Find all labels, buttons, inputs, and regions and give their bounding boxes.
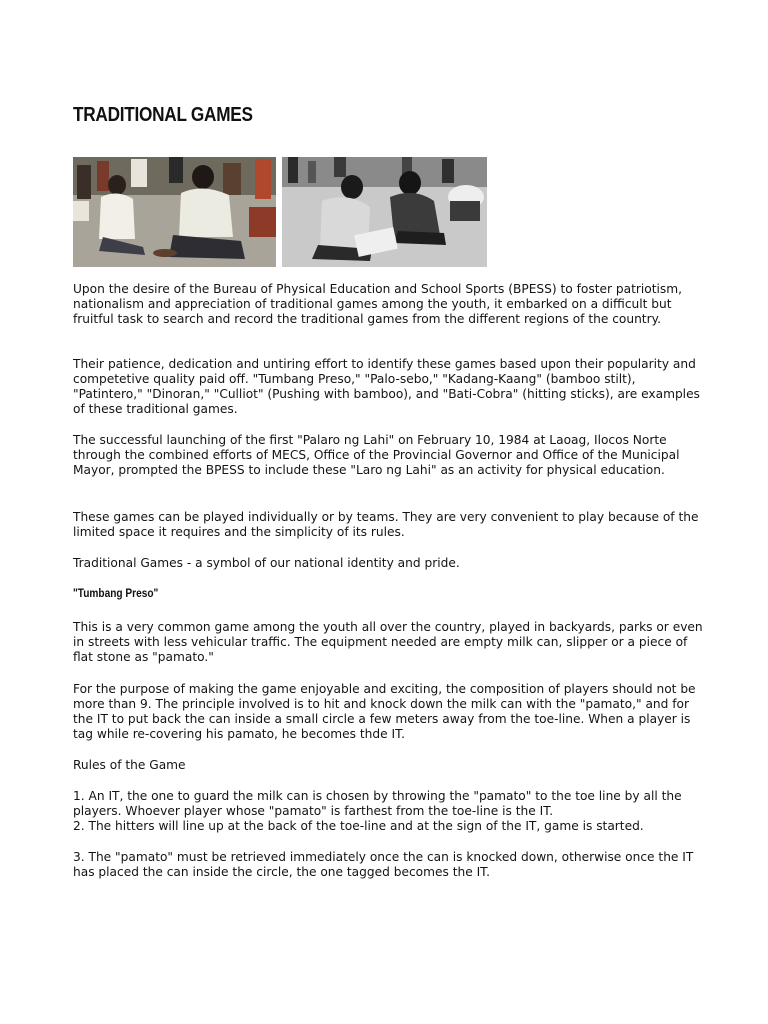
symbol-paragraph: Traditional Games - a symbol of our national identity and pride. <box>73 556 460 570</box>
rules-heading: Rules of the Game <box>73 758 186 772</box>
page-title: TRADITIONAL GAMES <box>73 104 253 126</box>
palaro-launch-paragraph: The successful launching of the first "Palaro ng Lahi" on February 10, 1984 at Laoag, Ilocos Norte through the combined efforts of MECS, Office of the Provincial Governor and Office of the Municipal Mayor, prompted the BPESS to include these "Laro ng Lahi" as an activity for physical education. <box>73 433 680 477</box>
convenience-paragraph: These games can be played individually or by teams. They are very convenient to play because of the limited space it requires and the simplicity of its rules. <box>73 510 699 539</box>
photo-children-playing-bw-image <box>282 157 487 267</box>
rules-list <box>73 789 703 834</box>
photo-children-playing-color-image <box>73 157 276 267</box>
game-purpose-paragraph: For the purpose of making the game enjoyable and exciting, the composition of players should not be more than 9. The principle involved is to hit and knock down the milk can with the "pamato," and for the IT to put back the can inside a small circle a few meters away from the toe-line. When a player is tag while re-covering his pamato, he becomes thde IT. <box>73 682 696 741</box>
rule-item: 1. An IT, the one to guard the milk can is chosen by throwing the "pamato" to the toe line by all the players. Whoever player whose "pamato" is farthest from the toe-line is the IT. <box>73 789 682 818</box>
intro-paragraph: Upon the desire of the Bureau of Physical Education and School Sports (BPESS) to foster patriotism, nationalism and appreciation of traditional games among the youth, it embarked on a difficult but fruitful task to search and record the traditional games from the different regions of the country. <box>73 282 682 326</box>
tumbang-description-paragraph: This is a very common game among the youth all over the country, played in backyards, parks or even in streets with less vehicular traffic. The equipment needed are empty milk can, slipper or a piece of flat stone as "pamato." <box>73 620 703 664</box>
rule-item: 2. The hitters will line up at the back of the toe-line and at the sign of the IT, game is started. <box>73 819 644 833</box>
games-examples-paragraph: Their patience, dedication and untiring effort to identify these games based upon their popularity and competetive quality paid off. "Tumbang Preso," "Palo-sebo," "Kadang-Kaang" (bamboo stilt), "Patintero," "Dinoran," "Culliot" (Pushing with bamboo), and "Bati-Cobra" (hitting sticks), are examples of these traditional games. <box>73 357 700 416</box>
tumbang-preso-heading: "Tumbang Preso" <box>73 588 159 600</box>
photo-children-playing-color <box>73 157 276 267</box>
photo-children-playing-bw <box>282 157 487 267</box>
rule-item: 3. The "pamato" must be retrieved immediately once the can is knocked down, otherwise once the IT has placed the can inside the circle, the one tagged becomes the IT. <box>73 850 694 879</box>
